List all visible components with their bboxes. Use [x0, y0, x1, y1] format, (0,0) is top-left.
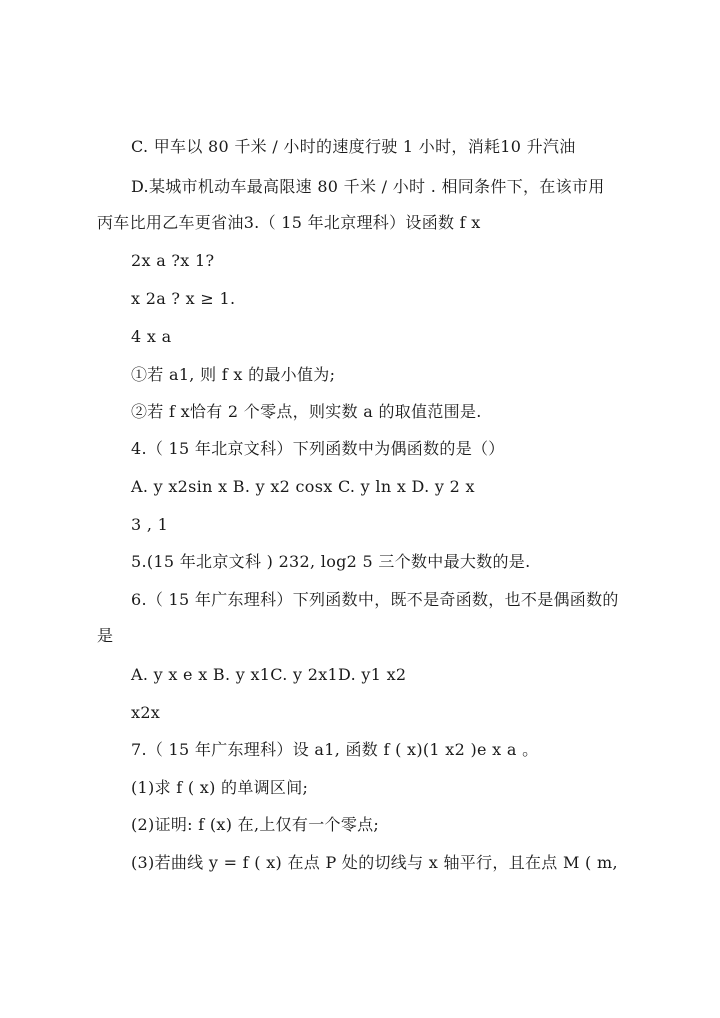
text-line-q4-options-cont: 3 , 1 [131, 515, 169, 534]
text-line-q3-part-2: ②若 f x恰有 2 个零点，则实数 a 的取值范围是. [131, 402, 482, 421]
text-line-q7: 7.（ 15 年广东理科）设 a1, 函数 f ( x)(1 x2 )e x a 。 [131, 740, 539, 759]
text-line-option-c: C. 甲车以 80 千米 / 小时的速度行驶 1 小时，消耗10 升汽油 [131, 137, 576, 156]
text-line-q6: 6.（ 15 年广东理科）下列函数中，既不是奇函数，也不是偶函数的 [131, 590, 619, 609]
text-line-q3-piece-2: x 2a ? x ≥ 1. [131, 289, 236, 308]
text-line-q7-part-3: (3)若曲线 y = f ( x) 在点 P 处的切线与 x 轴平行，且在点 M ( m, [131, 853, 618, 872]
text-line-q4: 4.（ 15 年北京文科）下列函数中为偶函数的是（） [131, 439, 505, 458]
text-line-q3-piece-1: 2x a ?x 1? [131, 251, 215, 270]
text-line-q7-part-1: (1)求 f ( x) 的单调区间; [131, 778, 309, 797]
text-line-q6-options-cont: x2x [131, 703, 161, 722]
text-line-option-d: D.某城市机动车最高限速 80 千米 / 小时 . 相同条件下，在该市用 [131, 177, 605, 196]
text-line-q4-options: A. y x2sin x B. y x2 cosx C. y ln x D. y 2 x [131, 477, 475, 496]
text-line-q3-part-1: ①若 a1, 则 f x 的最小值为; [131, 365, 336, 384]
text-line-q3-piece-3: 4 x a [131, 327, 172, 346]
text-line-q6-cont: 是 [97, 626, 114, 645]
text-line-q6-options: A. y x e x B. y x1C. y 2x1D. y1 x2 [131, 665, 407, 684]
text-line-q7-part-2: (2)证明: f (x) 在,上仅有一个零点; [131, 815, 380, 834]
text-line-q5: 5.(15 年北京文科 ) 232, log2 5 三个数中最大数的是. [131, 552, 531, 571]
text-line-q3-intro: 丙车比用乙车更省油3.（ 15 年北京理科）设函数 f x [97, 213, 481, 232]
